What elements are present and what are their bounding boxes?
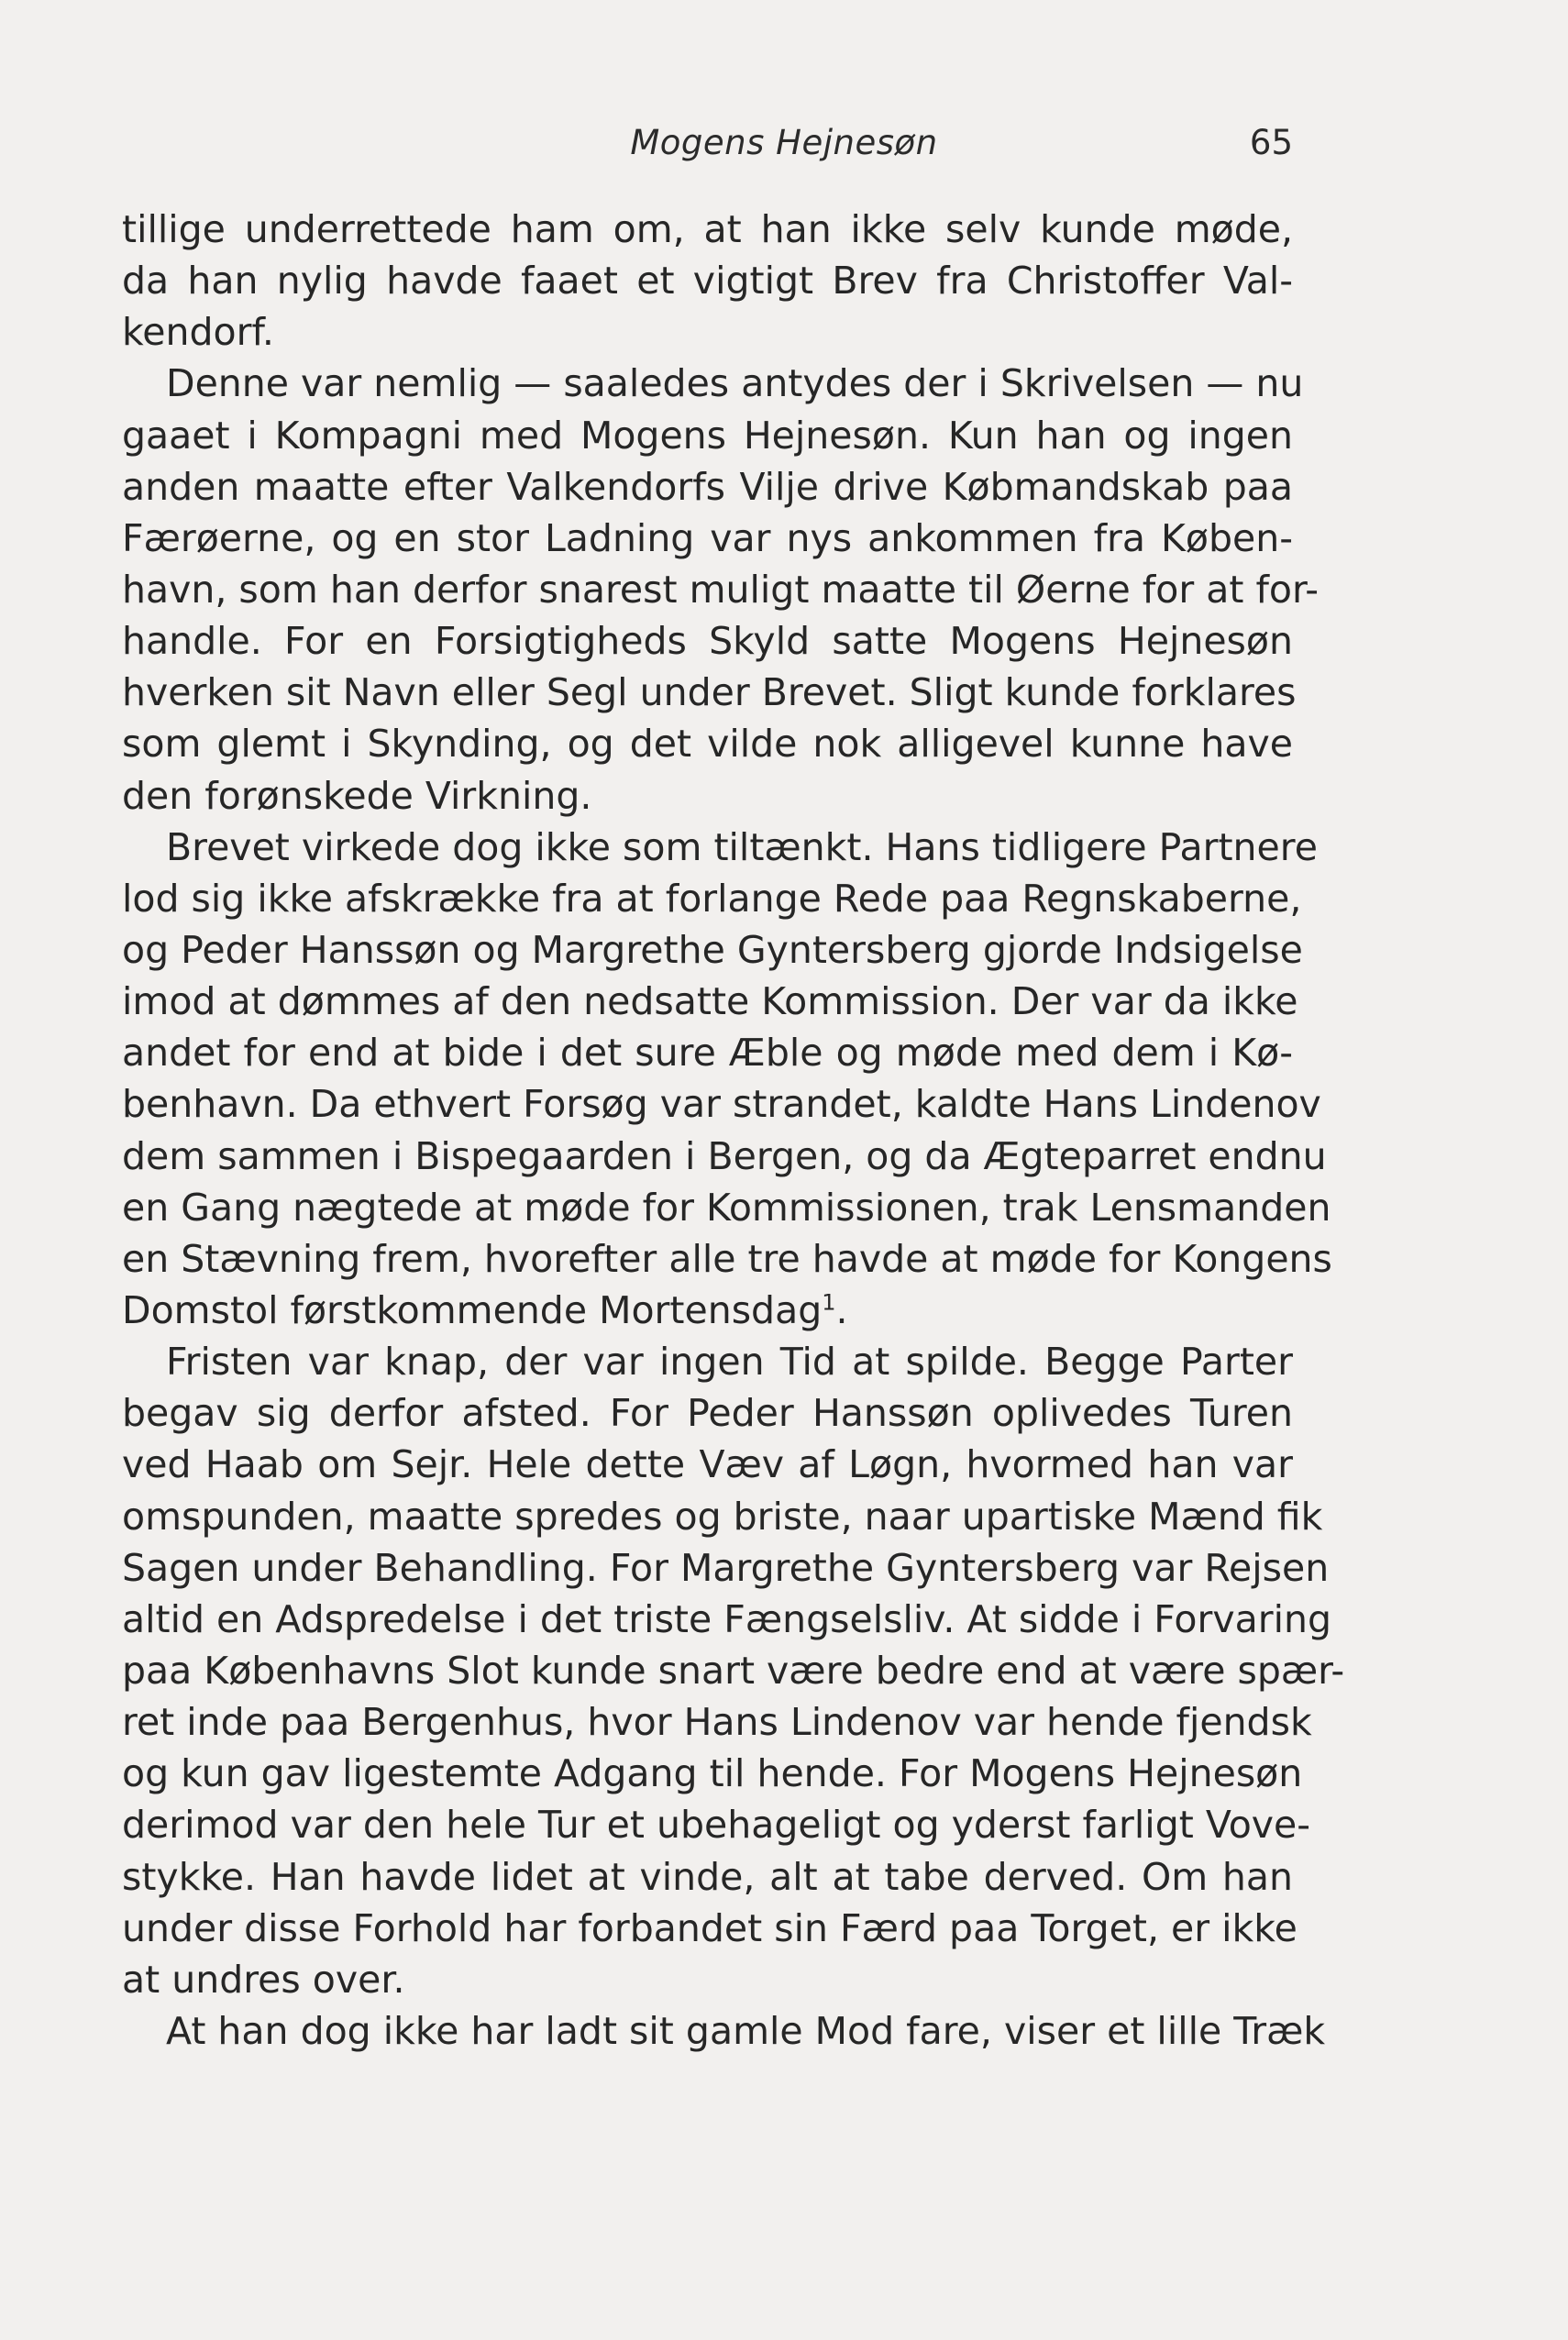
paragraph-start-line: Fristen var knap, der var ingen Tid at spilde. Begge Parter <box>166 1340 1293 1385</box>
text-fragment: Domstol førstkommende Mortensdag <box>122 1287 823 1332</box>
text-line: altid en Adspredelse i det triste Fængselsliv. At sidde i Forvaring <box>122 1596 1332 1641</box>
paragraph-start-line: Brevet virkede dog ikke som tiltænkt. Hans tidligere Partnere <box>166 824 1318 869</box>
text-line: hverken sit Navn eller Segl under Brevet. Sligt kunde forklares <box>122 670 1297 715</box>
paragraph-start-line: Denne var nemlig — saaledes antydes der i Skrivelsen — nu <box>166 361 1304 406</box>
text-line: anden maatte efter Valkendorfs Vilje drive Købmandskab paa <box>122 464 1293 509</box>
text-line: ved Haab om Sejr. Hele dette Væv af Løgn, hvormed han var <box>122 1442 1293 1487</box>
text-line: dem sammen i Bispegaarden i Bergen, og da Ægteparret endnu <box>122 1133 1327 1178</box>
text-line: havn, som han derfor snarest muligt maatte til Øerne for at for- <box>122 567 1319 612</box>
running-title: Mogens Hejnesøn <box>630 123 938 162</box>
text-line: Færøerne, og en stor Ladning var nys ankommen fra Køben- <box>122 515 1293 560</box>
text-line: en Gang nægtede at møde for Kommissionen, trak Lensmanden <box>122 1185 1331 1230</box>
text-line: andet for end at bide i det sure Æble og møde med dem i Kø- <box>122 1031 1293 1076</box>
text-line: stykke. Han havde lidet at vinde, alt at tabe derved. Om han <box>122 1854 1293 1899</box>
text-line: som glemt i Skynding, og det vilde nok alligevel kunne have <box>122 722 1293 767</box>
text-line: under disse Forhold har forbandet sin Færd paa Torget, er ikke <box>122 1905 1297 1950</box>
text-line: kendorf. <box>122 310 274 355</box>
text-line: en Stævning frem, hvorefter alle tre havde at møde for Kongens <box>122 1236 1332 1281</box>
text-line: omspunden, maatte spredes og briste, naar upartiske Mænd fik <box>122 1494 1323 1539</box>
text-fragment: . <box>835 1287 848 1332</box>
text-line: den forønskede Virkning. <box>122 773 592 818</box>
text-line: at undres over. <box>122 1957 405 2002</box>
text-line: ret inde paa Bergenhus, hvor Hans Lindenov var hende fjendsk <box>122 1700 1312 1745</box>
text-line: tillige underrettede ham om, at han ikke selv kunde møde, <box>122 207 1293 251</box>
text-line: begav sig derfor afsted. For Peder Hanssøn oplivedes Turen <box>122 1391 1293 1436</box>
text-line: Sagen under Behandling. For Margrethe Gyntersberg var Rejsen <box>122 1545 1330 1590</box>
text-line: benhavn. Da ethvert Forsøg var strandet, kaldte Hans Lindenov <box>122 1082 1321 1127</box>
body-text <box>122 204 1345 2057</box>
text-line: paa Københavns Slot kunde snart være bedre end at være spær- <box>122 1648 1345 1693</box>
text-line: og kun gav ligestemte Adgang til hende. For Mogens Hejnesøn <box>122 1751 1303 1796</box>
running-head <box>0 117 1568 169</box>
text-line: handle. For en Forsigtigheds Skyld satte Mogens Hejnesøn <box>122 619 1293 664</box>
text-line: imod at dømmes af den nedsatte Kommission. Der var da ikke <box>122 979 1298 1024</box>
text-line: og Peder Hanssøn og Margrethe Gyntersberg gjorde Indsigelse <box>122 927 1303 972</box>
footnote-marker[interactable]: 1 <box>822 1289 836 1316</box>
page-number: 65 <box>1249 123 1293 162</box>
paragraph-start-line: At han dog ikke har ladt sit gamle Mod fare, viser et lille Træk <box>166 2008 1326 2053</box>
text-line: derimod var den hele Tur et ubehageligt og yderst farligt Vove- <box>122 1803 1311 1848</box>
text-line: lod sig ikke afskrække fra at forlange Rede paa Regnskaberne, <box>122 876 1302 921</box>
text-line: da han nylig havde faaet et vigtigt Brev fra Christoffer Val- <box>122 259 1293 304</box>
text-line-with-footnote <box>122 1285 1293 1336</box>
text-line: gaaet i Kompagni med Mogens Hejnesøn. Kun han og ingen <box>122 413 1293 458</box>
